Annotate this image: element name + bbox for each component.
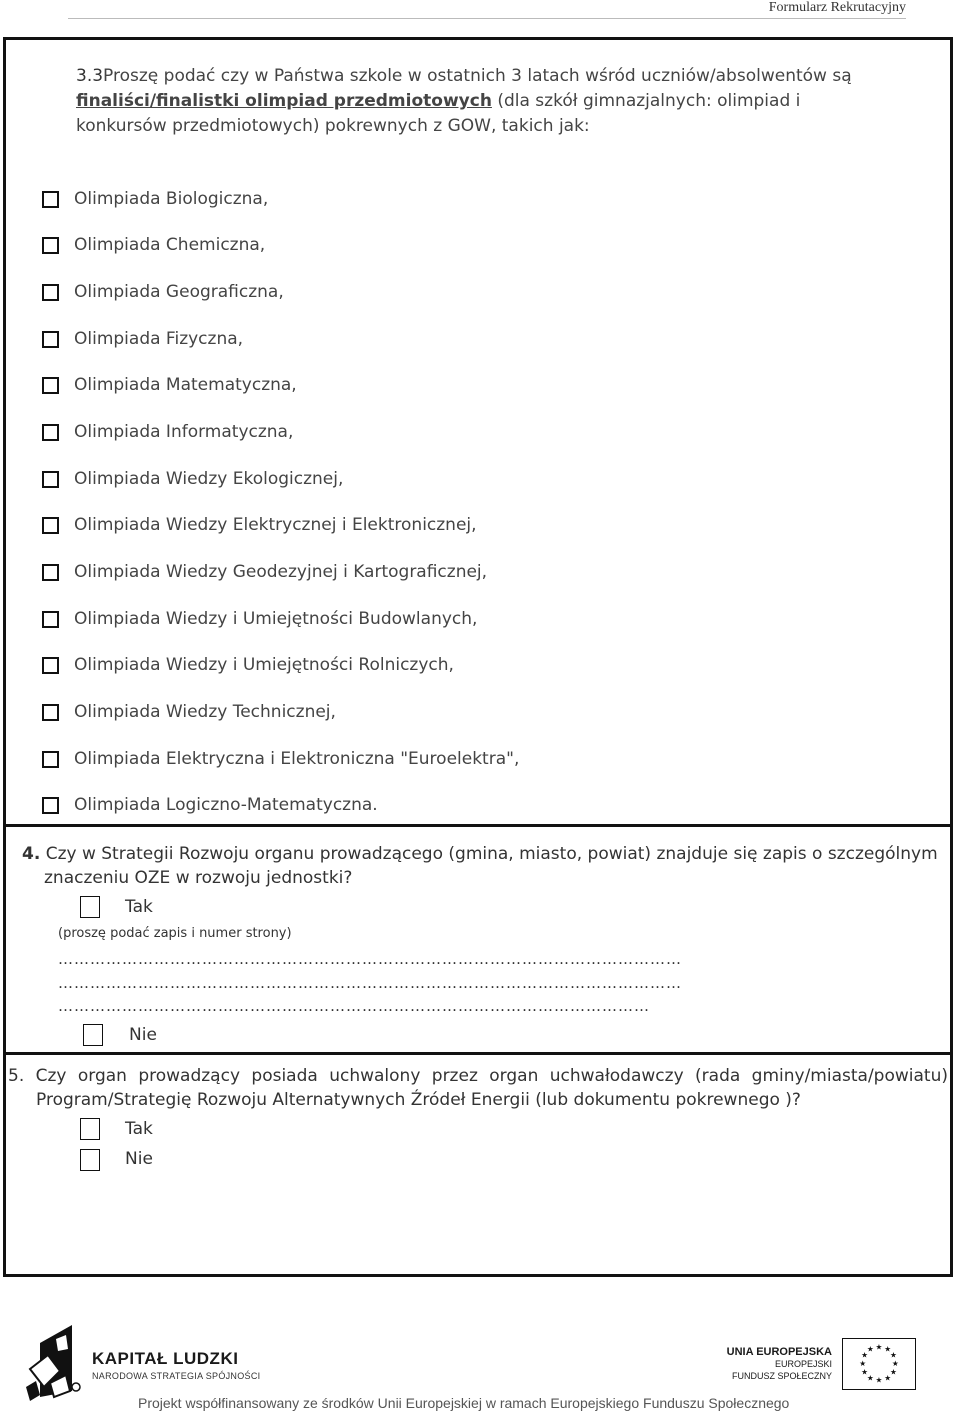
question-word: uchwałodawczy <box>549 1066 684 1086</box>
option-label: Olimpiada Wiedzy Elektrycznej i Elektronicznej, <box>74 515 477 535</box>
question-text: Proszę podać czy w Państwa szkole w ostatnich 3 latach wśród uczniów/absolwentów są <box>103 66 852 86</box>
option-item[interactable] <box>42 606 477 632</box>
checkbox[interactable] <box>42 471 59 488</box>
header-rule <box>68 18 906 19</box>
eu-fund-text <box>727 1346 832 1382</box>
option-item[interactable] <box>42 326 243 352</box>
checkbox[interactable] <box>42 424 59 441</box>
svg-text:★: ★ <box>891 1358 899 1368</box>
form-title: Formularz Rekrutacyjny <box>768 0 906 15</box>
svg-text:★: ★ <box>859 1358 867 1368</box>
question-3-3 <box>76 64 866 139</box>
checkbox[interactable] <box>42 611 59 628</box>
option-item[interactable] <box>42 792 378 818</box>
option-label: Olimpiada Wiedzy Geodezyjnej i Kartograficznej, <box>74 562 488 582</box>
q4-no-checkbox[interactable] <box>83 1024 103 1046</box>
checkbox[interactable] <box>42 284 59 301</box>
option-label: Olimpiada Wiedzy i Umiejętności Rolniczych, <box>74 655 454 675</box>
option-item[interactable] <box>42 699 336 725</box>
checkbox[interactable] <box>42 517 59 534</box>
checkbox[interactable] <box>42 564 59 581</box>
q5-yes-label: Tak <box>125 1119 153 1139</box>
checkbox[interactable] <box>42 191 59 208</box>
option-label: Olimpiada Elektryczna i Elektroniczna "Euroelektra", <box>74 749 520 769</box>
checkbox[interactable] <box>42 377 59 394</box>
question-word: Czy <box>35 1066 67 1086</box>
option-item[interactable] <box>42 652 454 678</box>
option-label: Olimpiada Matematyczna, <box>74 375 297 395</box>
svg-text:★: ★ <box>884 1373 892 1383</box>
checkbox[interactable] <box>42 751 59 768</box>
svg-text:★: ★ <box>861 1350 869 1360</box>
option-label: Olimpiada Wiedzy i Umiejętności Budowlanych, <box>74 609 478 629</box>
question-text-line2: znaczeniu OZE w rozwoju jednostki? <box>44 868 353 888</box>
question-word: uchwalony <box>329 1066 421 1086</box>
q5-no-label: Nie <box>125 1149 153 1169</box>
question-word: (rada <box>695 1066 741 1086</box>
kapital-ludzki-title: KAPITAŁ LUDZKI <box>92 1349 239 1368</box>
question-text: Czy w Strategii Rozwoju organu prowadzącego (gmina, miasto, powiat) znajduje się zapis o szczególnym <box>45 844 938 864</box>
svg-text:★: ★ <box>861 1367 869 1377</box>
question-text-line2: Program/Strategię Rozwoju Alternatywnych Źródeł Energii (lub dokumentu pokrewnego )? <box>36 1090 801 1110</box>
option-item[interactable] <box>42 232 265 258</box>
checkbox[interactable] <box>42 704 59 721</box>
answer-line[interactable]: ……………………………………………………………………………………………………… <box>58 974 682 992</box>
question-4 <box>22 842 942 890</box>
question-word: organ <box>489 1066 539 1086</box>
question-emphasis: finaliści/finalistki olimpiad przedmiotowych <box>76 91 492 111</box>
option-label: Olimpiada Wiedzy Ekologicznej, <box>74 469 344 489</box>
question-word: gminy/miasta/powiatu) <box>751 1066 948 1086</box>
option-label: Olimpiada Geograficzna, <box>74 282 284 302</box>
question-word: organ <box>77 1066 127 1086</box>
q4-yes-checkbox[interactable] <box>80 896 100 918</box>
option-item[interactable] <box>42 746 519 772</box>
q4-no-label: Nie <box>129 1025 157 1045</box>
checkbox[interactable] <box>42 657 59 674</box>
option-label: Olimpiada Chemiczna, <box>74 235 266 255</box>
question-number: 5. <box>8 1066 25 1086</box>
svg-text:★: ★ <box>889 1350 897 1360</box>
answer-line[interactable]: ………………………………………………………………………………………………… <box>58 997 650 1015</box>
question-text-after: (dla szkół gimnazjalnych: olimpiad i konkursów przedmiotowych) pokrewnych z GOW, takich jak: <box>76 91 801 136</box>
option-label: Olimpiada Fizyczna, <box>74 329 244 349</box>
question-word: przez <box>431 1066 478 1086</box>
question-text-line1 <box>8 1064 948 1088</box>
question-number: 4. <box>22 844 41 864</box>
option-item[interactable] <box>42 279 284 305</box>
option-item[interactable] <box>42 466 343 492</box>
option-label: Olimpiada Wiedzy Technicznej, <box>74 702 336 722</box>
q5-yes-checkbox[interactable] <box>80 1118 100 1140</box>
eu-flag-icon <box>842 1338 916 1390</box>
funding-note: Projekt współfinansowany ze środków Unii Europejskiej w ramach Europejskiego Funduszu Społecznego <box>138 1395 790 1411</box>
checkbox[interactable] <box>42 331 59 348</box>
checkbox[interactable] <box>42 797 59 814</box>
svg-text:★: ★ <box>875 1375 883 1385</box>
option-item[interactable] <box>42 559 487 585</box>
question-5 <box>8 1064 948 1112</box>
svg-text:★: ★ <box>884 1344 892 1354</box>
svg-text:★: ★ <box>889 1367 897 1377</box>
q4-hint: (proszę podać zapis i numer strony) <box>58 926 292 941</box>
option-item[interactable] <box>42 512 477 538</box>
option-label: Olimpiada Biologiczna, <box>74 189 269 209</box>
q4-yes-label: Tak <box>125 897 153 917</box>
question-number: 3.3 <box>76 66 104 86</box>
question-word: posiada <box>251 1066 318 1086</box>
svg-text:★: ★ <box>866 1373 874 1383</box>
question-word: prowadzący <box>138 1066 241 1086</box>
q5-no-checkbox[interactable] <box>80 1149 100 1171</box>
checkbox[interactable] <box>42 237 59 254</box>
section-divider-q3 <box>3 824 953 827</box>
svg-text:★: ★ <box>875 1342 883 1352</box>
option-label: Olimpiada Informatyczna, <box>74 422 294 442</box>
option-item[interactable] <box>42 186 268 212</box>
option-label: Olimpiada Logiczno-Matematyczna. <box>74 795 378 815</box>
eu-line3: FUNDUSZ SPOŁECZNY <box>731 1371 832 1381</box>
eu-line2: EUROPEJSKI <box>774 1359 832 1369</box>
svg-text:★: ★ <box>866 1344 874 1354</box>
section-divider-q4 <box>3 1052 953 1055</box>
option-item[interactable] <box>42 419 293 445</box>
answer-line[interactable]: ……………………………………………………………………………………………………… <box>58 950 682 968</box>
eu-line1: UNIA EUROPEJSKA <box>726 1346 832 1358</box>
kapital-ludzki-subtitle: NARODOWA STRATEGIA SPÓJNOŚCI <box>92 1371 261 1381</box>
option-item[interactable] <box>42 372 297 398</box>
